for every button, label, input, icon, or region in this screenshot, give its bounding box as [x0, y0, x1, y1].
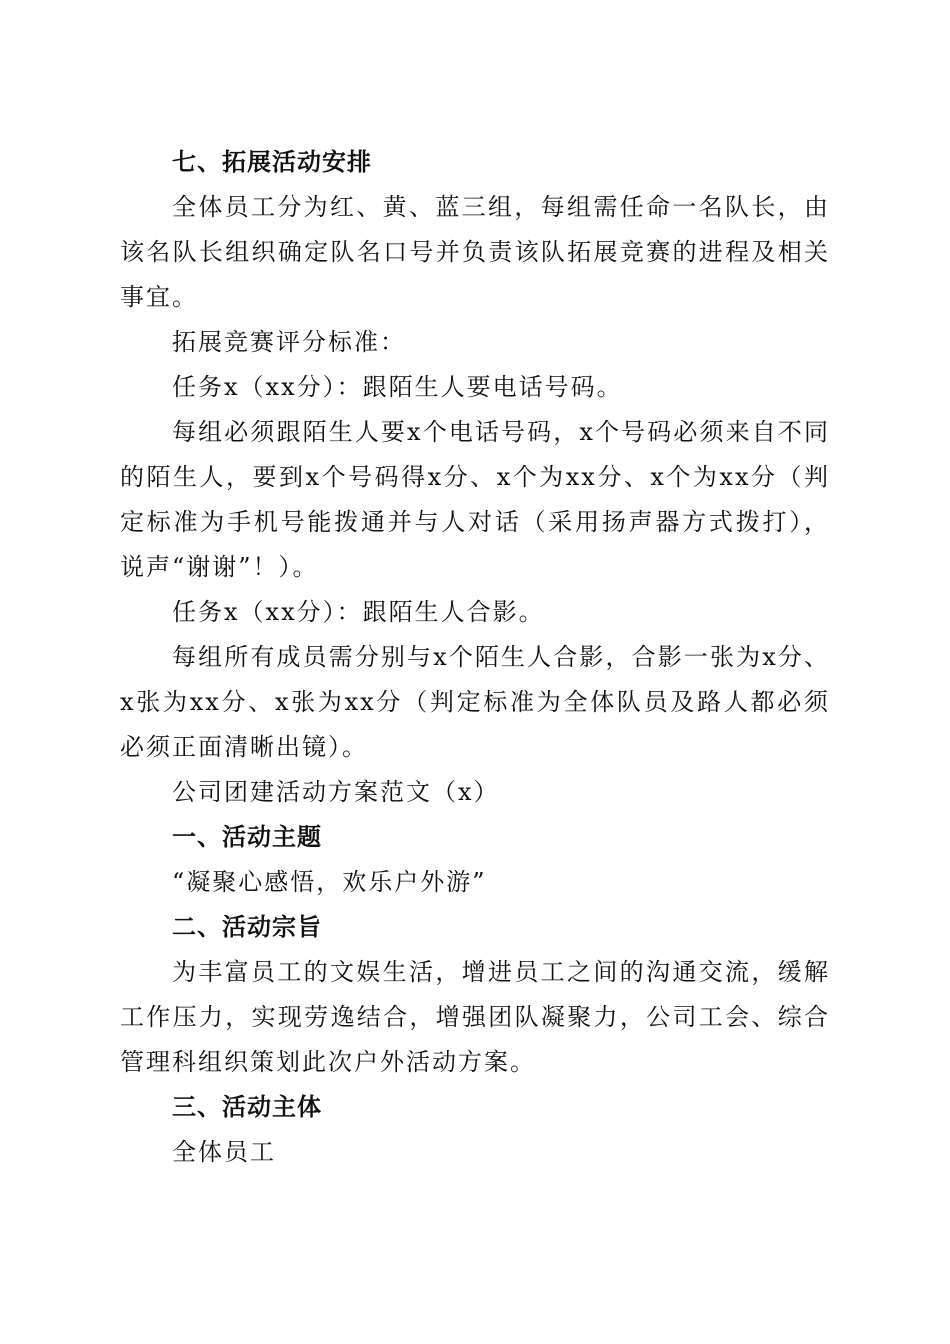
- sample-title: 公司团建活动方案范文（x）: [172, 778, 500, 806]
- activity-purpose: 为丰富员工的文娱生活，增进员工之间的沟通交流，缓解工作压力，实现劳逸结合，增强团队凝聚力，公司工会、综合管理科组织策划此次户外活动方案。: [120, 958, 830, 1076]
- activity-subject: 全体员工: [172, 1138, 276, 1166]
- task-2-title: 任务x（xx分）：跟陌生人合影。: [172, 598, 545, 626]
- paragraph-scoring-standard: 拓展竞赛评分标准：: [172, 328, 406, 356]
- task-1-title: 任务x（xx分）：跟陌生人要电话号码。: [172, 373, 623, 401]
- activity-theme: “凝聚心感悟，欢乐户外游”: [172, 868, 487, 896]
- task-1-body: 每组必须跟陌生人要x个电话号码，x个号码必须来自不同的陌生人，要到x个号码得x分、x个为xx分、x个为xx分（判定标准为手机号能拨通并与人对话（采用扬声器方式拨打），说声“谢谢”！）。: [120, 418, 830, 581]
- section-heading-3: 三、活动主体: [172, 1093, 322, 1121]
- section-heading-7: 七、拓展活动安排: [172, 148, 372, 176]
- task-2-body: 每组所有成员需分别与x个陌生人合影，合影一张为x分、x张为xx分、x张为xx分（判定标准为全体队员及路人都必须必须正面清晰出镜）。: [120, 643, 830, 761]
- section-heading-1: 一、活动主题: [172, 823, 322, 851]
- paragraph-team-groups: 全体员工分为红、黄、蓝三组，每组需任命一名队长，由该名队长组织确定队名口号并负责该队拓展竞赛的进程及相关事宜。: [120, 193, 830, 311]
- section-heading-2: 二、活动宗旨: [172, 913, 322, 941]
- document-body: [120, 140, 830, 1175]
